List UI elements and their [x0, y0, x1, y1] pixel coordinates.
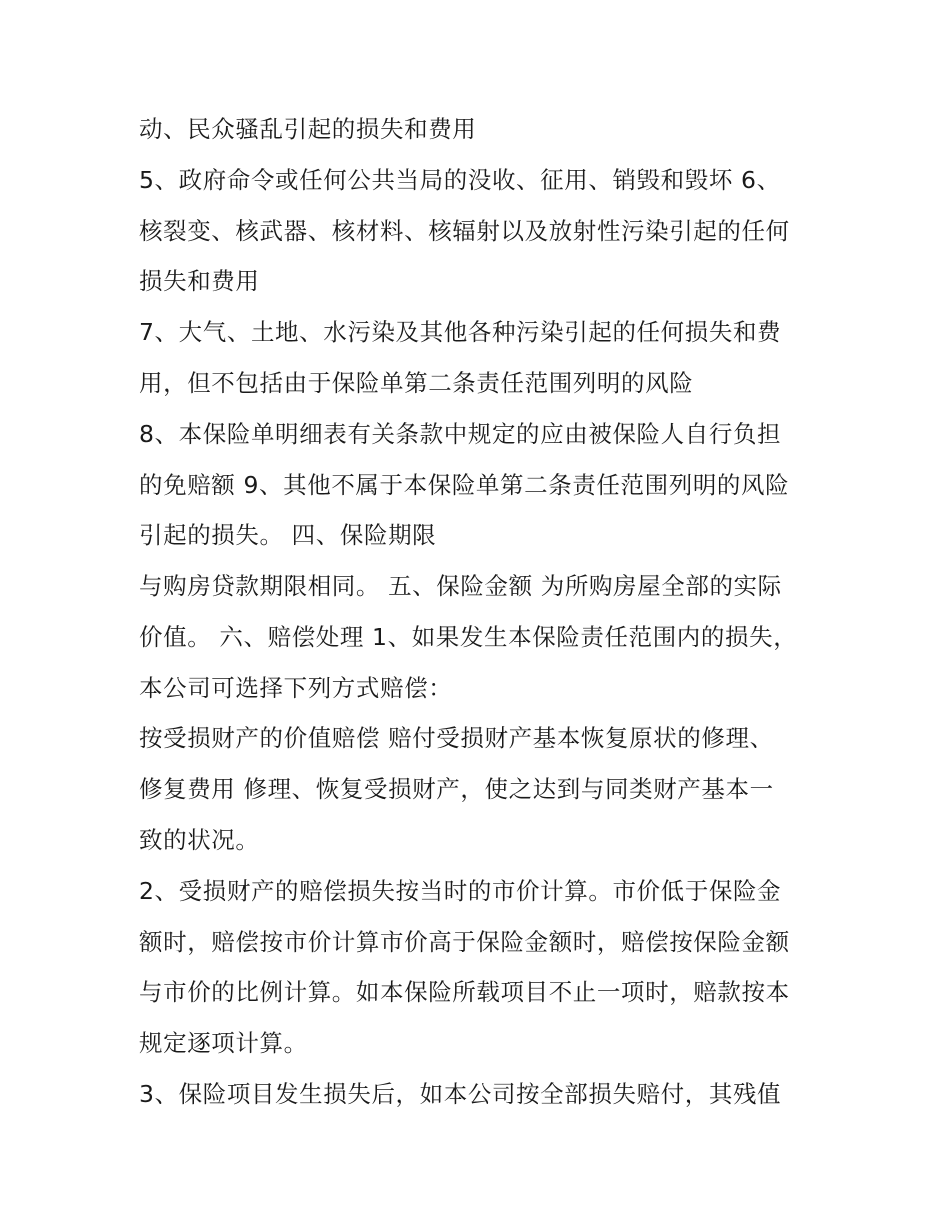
text-line: 2、受损财产的赔偿损失按当时的市价计算。市价低于保险金: [139, 877, 782, 905]
text-line: 动、民众骚乱引起的损失和费用: [139, 115, 477, 143]
text-line: 7、大气、土地、水污染及其他各种污染引起的任何损失和费: [139, 318, 782, 346]
text-line: 引起的损失。 四、保险期限: [139, 521, 437, 549]
text-line: 8、本保险单明细表有关条款中规定的应由被保险人自行负担: [139, 420, 782, 448]
text-line: 与市价的比例计算。如本保险所载项目不止一项时，赔款按本: [139, 978, 790, 1006]
text-line: 损失和费用: [139, 267, 260, 295]
text-line: 本公司可选择下列方式赔偿：: [139, 674, 453, 702]
text-line: 规定逐项计算。: [139, 1029, 308, 1057]
text-line: 用，但不包括由于保险单第二条责任范围列明的风险: [139, 369, 694, 397]
text-line: 修复费用 修理、恢复受损财产，使之达到与同类财产基本一: [139, 775, 774, 803]
text-line: 按受损财产的价值赔偿 赔付受损财产基本恢复原状的修理、: [139, 724, 774, 752]
text-line: 的免赔额 9、其他不属于本保险单第二条责任范围列明的风险: [139, 471, 790, 499]
text-line: 5、政府命令或任何公共当局的没收、征用、销毁和毁坏 6、: [139, 166, 781, 194]
text-line: 额时，赔偿按市价计算市价高于保险金额时，赔偿按保险金额: [139, 928, 790, 956]
text-line: 3、保险项目发生损失后，如本公司按全部损失赔付，其残值: [139, 1080, 782, 1108]
text-line: 与购房贷款期限相同。 五、保险金额 为所购房屋全部的实际: [139, 572, 782, 600]
text-line: 价值。 六、赔偿处理 1、如果发生本保险责任范围内的损失，: [139, 623, 798, 651]
text-line: 致的状况。: [139, 826, 260, 854]
text-line: 核裂变、核武器、核材料、核辐射以及放射性污染引起的任何: [139, 217, 790, 245]
